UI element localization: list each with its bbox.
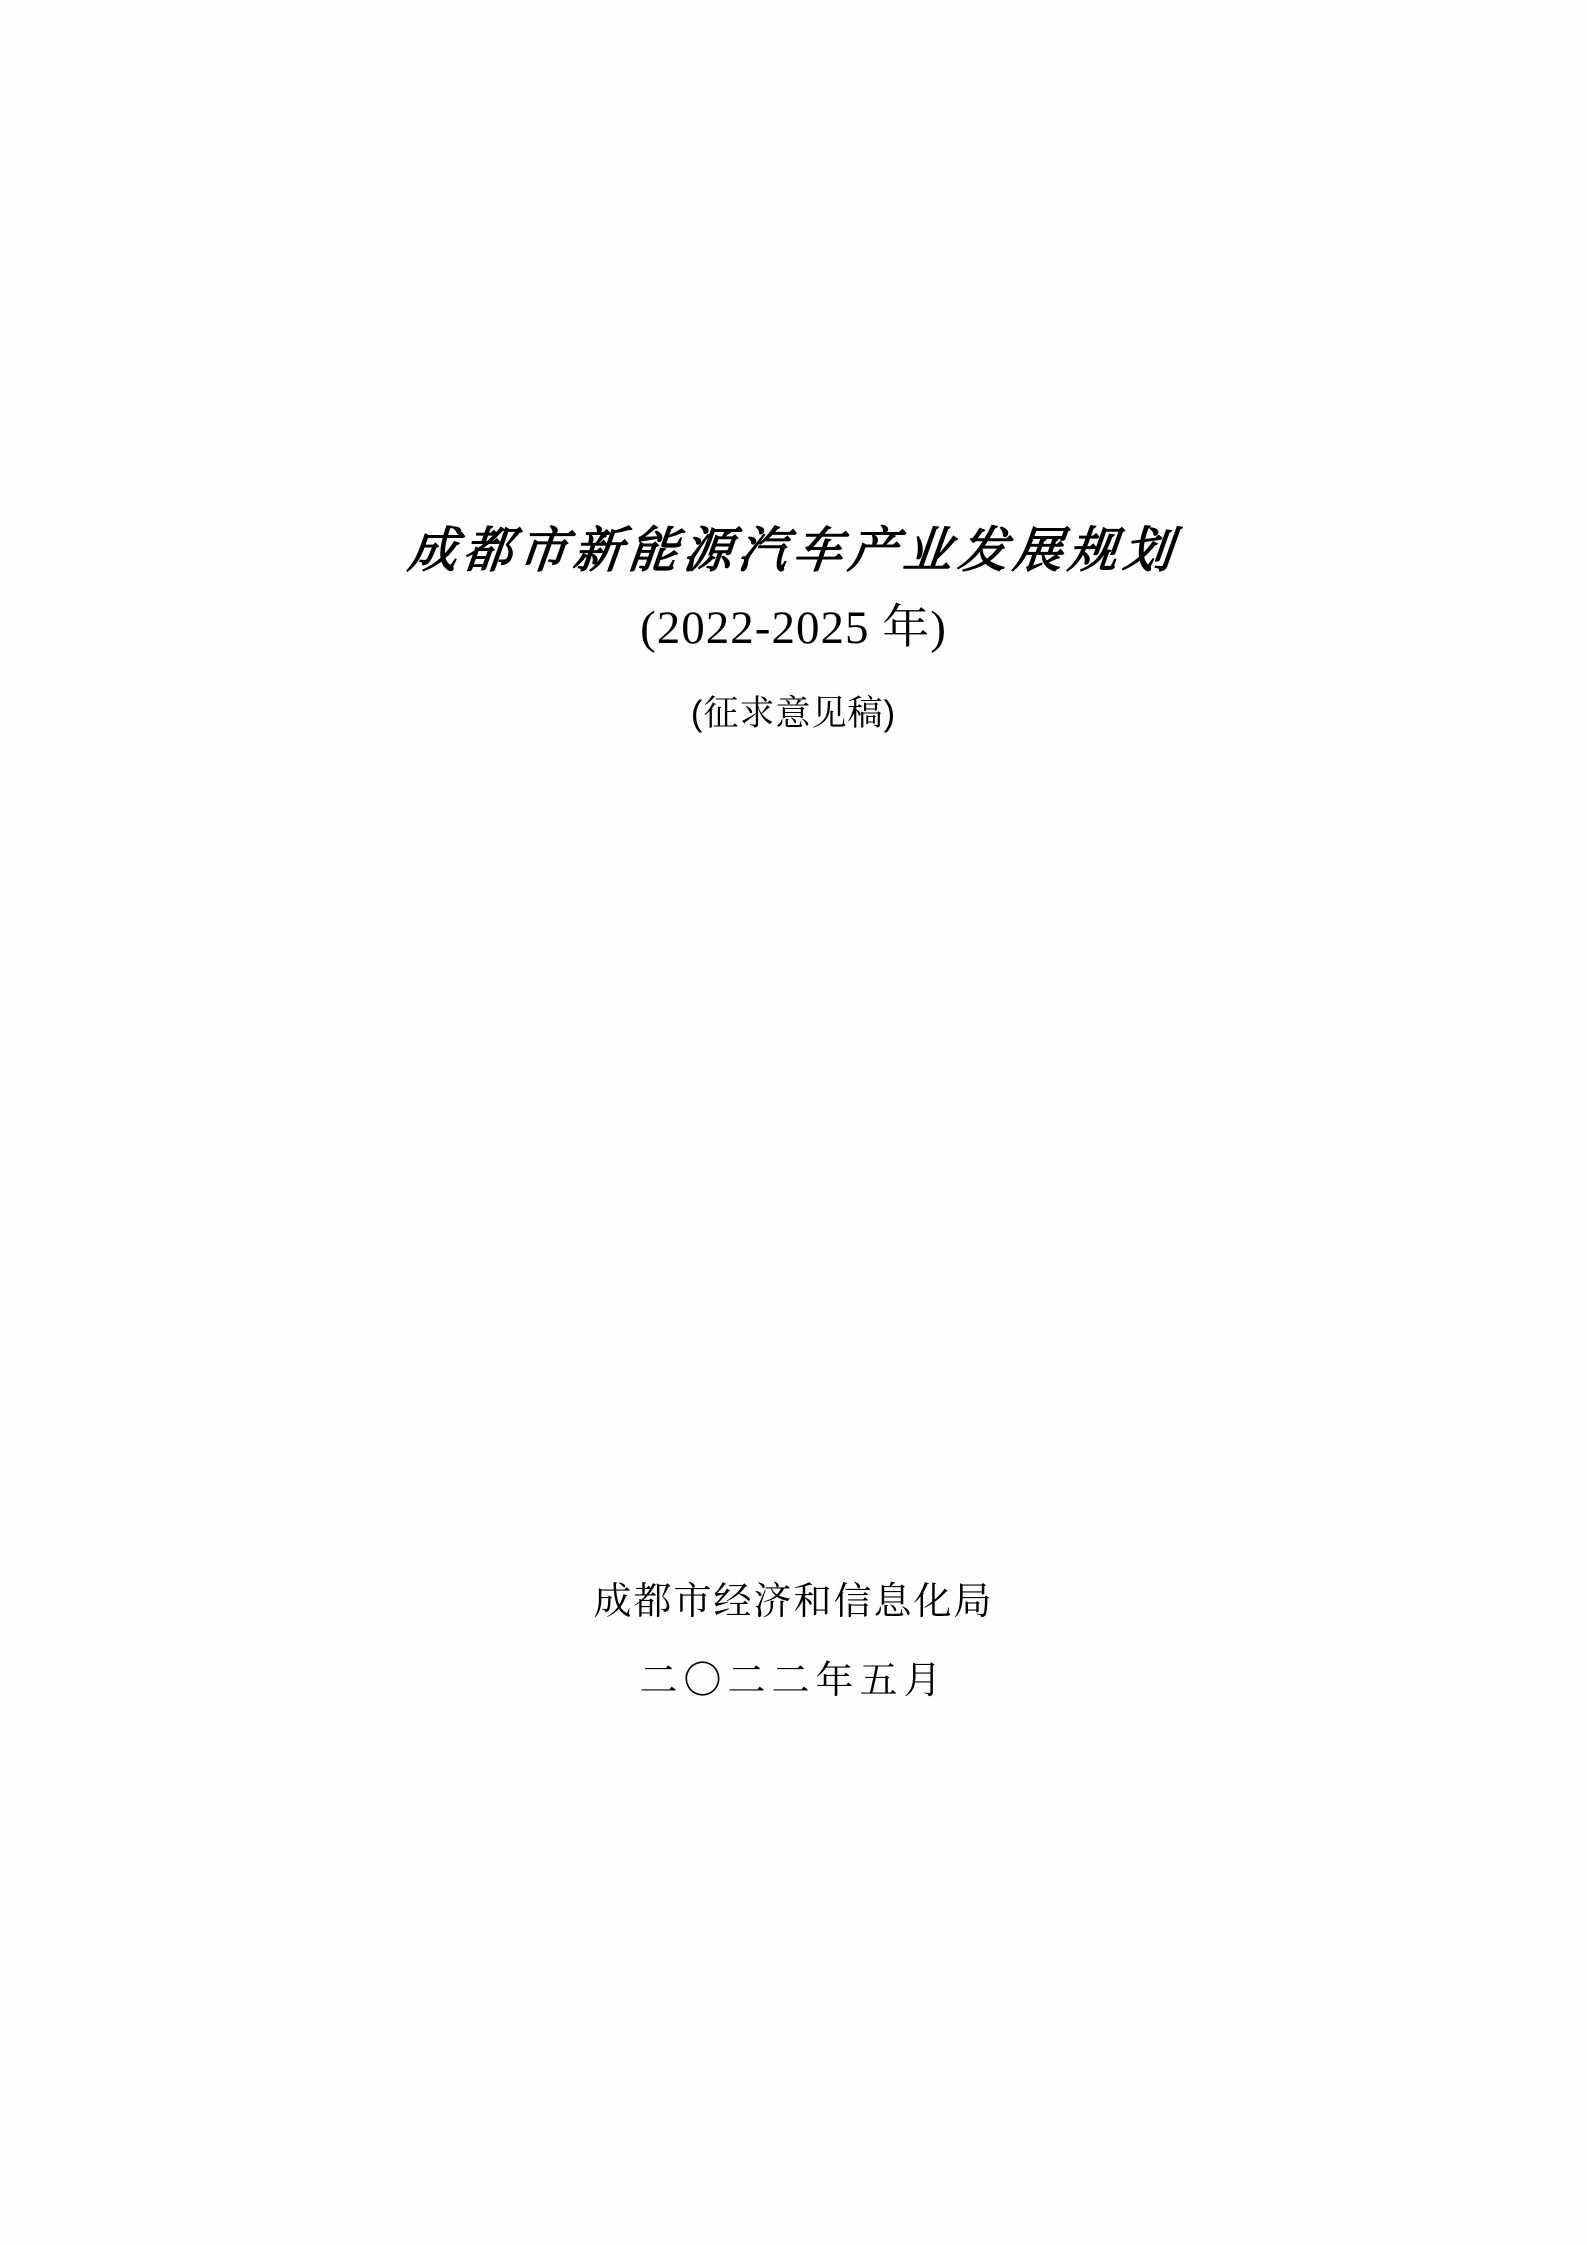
cover-issuer-block: [0, 1570, 1587, 1713]
issue-date: 二〇二二年五月: [639, 1659, 948, 1702]
document-title: 成都市新能源汽车产业发展规划: [405, 521, 1182, 579]
document-subtitle: (征求意见稿): [690, 693, 897, 733]
document-title-years: (2022-2025 年): [640, 602, 947, 655]
cover-title-block: [0, 520, 1587, 742]
issuing-organization: 成都市经济和信息化局: [593, 1581, 994, 1623]
